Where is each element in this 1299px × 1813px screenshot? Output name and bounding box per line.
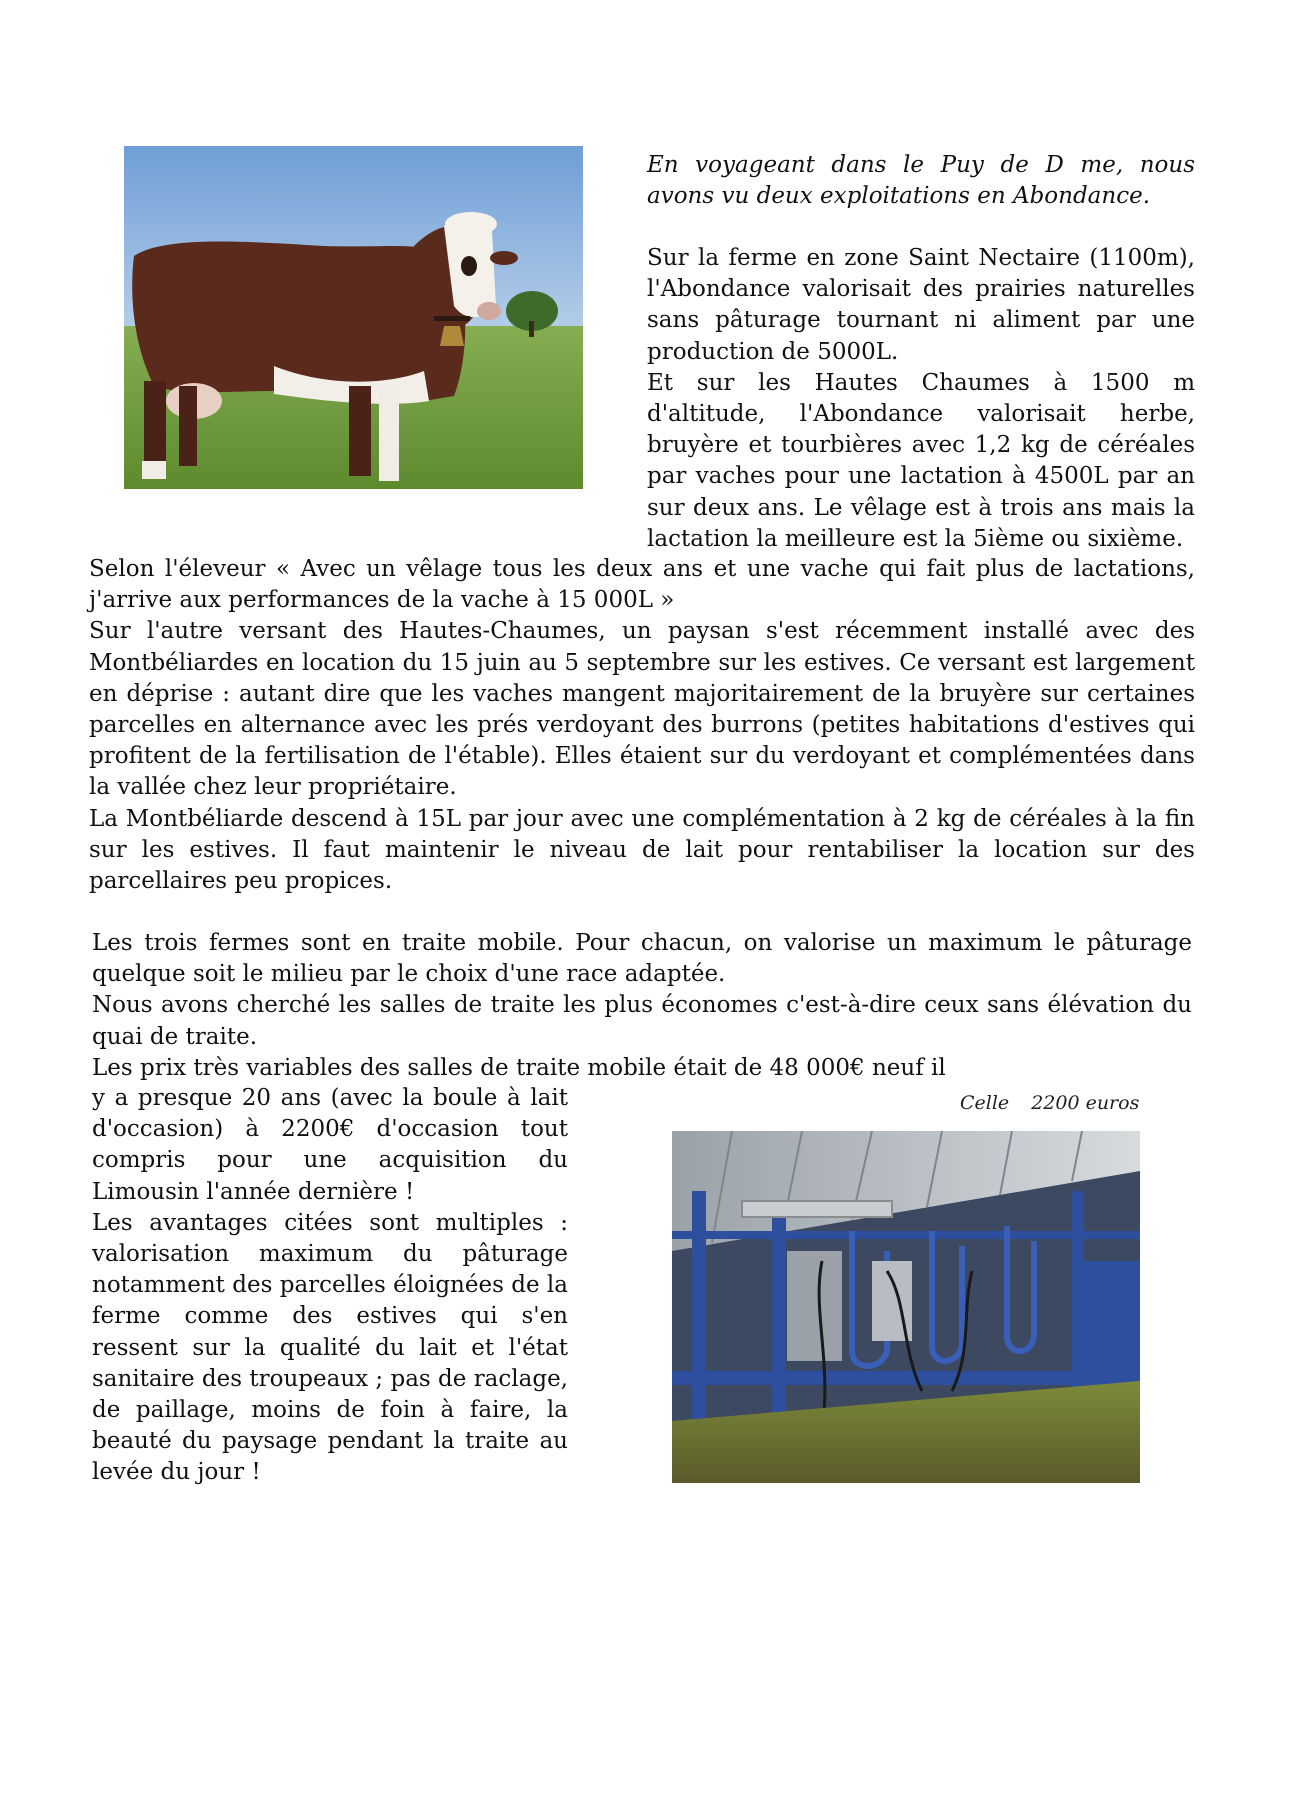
paragraph-autre-versant: Sur l'autre versant des Hautes-Chaumes, un paysan s'est récemment installé avec des Montbéliardes en location du 15 juin au 5 septembre sur les estives. Ce versant est largement en déprise : autant dire que les vaches mangent majoritairement de la bruyère sur certaines parcelles en alternance avec les prés verdoyant des burrons (petites habitations d'estives qui profitent de la fertilisation de l'étable). Elles étaient sur du verdoyant et complémentées dans la vallée chez leur propriétaire. (89, 618, 1195, 801)
paragraph-occasion: y a presque 20 ans (avec la boule à lait d'occasion) à 2200€ d'occasion tout compris pour une acquisition du Limousin l'année dernière ! (92, 1085, 568, 1205)
narrow-column (92, 1083, 568, 1489)
paragraph-trois-fermes: Les trois fermes sont en traite mobile. Pour chacun, on valorise un maximum le pâturage quelque soit le milieu par le choix d'une race adaptée. (92, 930, 1192, 988)
paragraph-hautes-chaumes: Et sur les Hautes Chaumes à 1500 m d'altitude, l'Abondance valorisait herbe, bruyère et tourbières avec 1,2 kg de céréales par vaches pour une lactation à 4500L par an sur deux ans. Le vêlage est à trois ans mais la lactation la meilleure est la 5ième ou sixième. (647, 369, 1195, 552)
traite-mobile-section (92, 928, 1192, 1084)
paragraph-avantages: Les avantages citées sont multiples : valorisation maximum du pâturage notamment des parcelles éloignées de la ferme comme des estives qui s'en ressent sur la qualité du lait et l'état sanitaire des troupeaux ; pas de raclage, de paillage, moins de foin à faire, la beauté du paysage pendant la traite au levée du jour ! (92, 1209, 568, 1486)
milking-illustration (672, 1131, 1140, 1483)
paragraph-salles-economes: Nous avons cherché les salles de traite les plus économes c'est-à-dire ceux sans élévation du quai de traite. (92, 992, 1192, 1050)
intro-text: En voyageant dans le Puy de D me, nous avons vu deux exploitations en Abondance. (647, 152, 1195, 209)
paragraph-saint-nectaire: Sur la ferme en zone Saint Nectaire (1100m), l'Abondance valorisait des prairies naturelles sans pâturage tournant ni aliment par une production de 5000L. (647, 245, 1195, 365)
photo-caption (960, 1092, 1140, 1114)
paragraph-quote-eleveur: Selon l'éleveur « Avec un vêlage tous les deux ans et une vache qui fait plus de lactations, j'arrive aux performances de la vache à 15 000L » (89, 556, 1195, 614)
cow-illustration (124, 146, 583, 489)
caption-price: 2200 euros (1031, 1092, 1140, 1114)
caption-word: Celle (960, 1092, 1010, 1114)
full-width-section (89, 554, 1195, 897)
paragraph-prix: Les prix très variables des salles de traite mobile était de 48 000€ neuf il (92, 1054, 946, 1081)
paragraph-montbeliarde: La Montbéliarde descend à 15L par jour avec une complémentation à 2 kg de céréales à la fin sur les estives. Il faut maintenir le niveau de lait pour rentabiliser la location sur des parcellaires peu propices. (89, 805, 1195, 895)
milking-parlour-photo (672, 1131, 1140, 1483)
cow-photo (124, 146, 583, 489)
right-column (647, 243, 1195, 555)
